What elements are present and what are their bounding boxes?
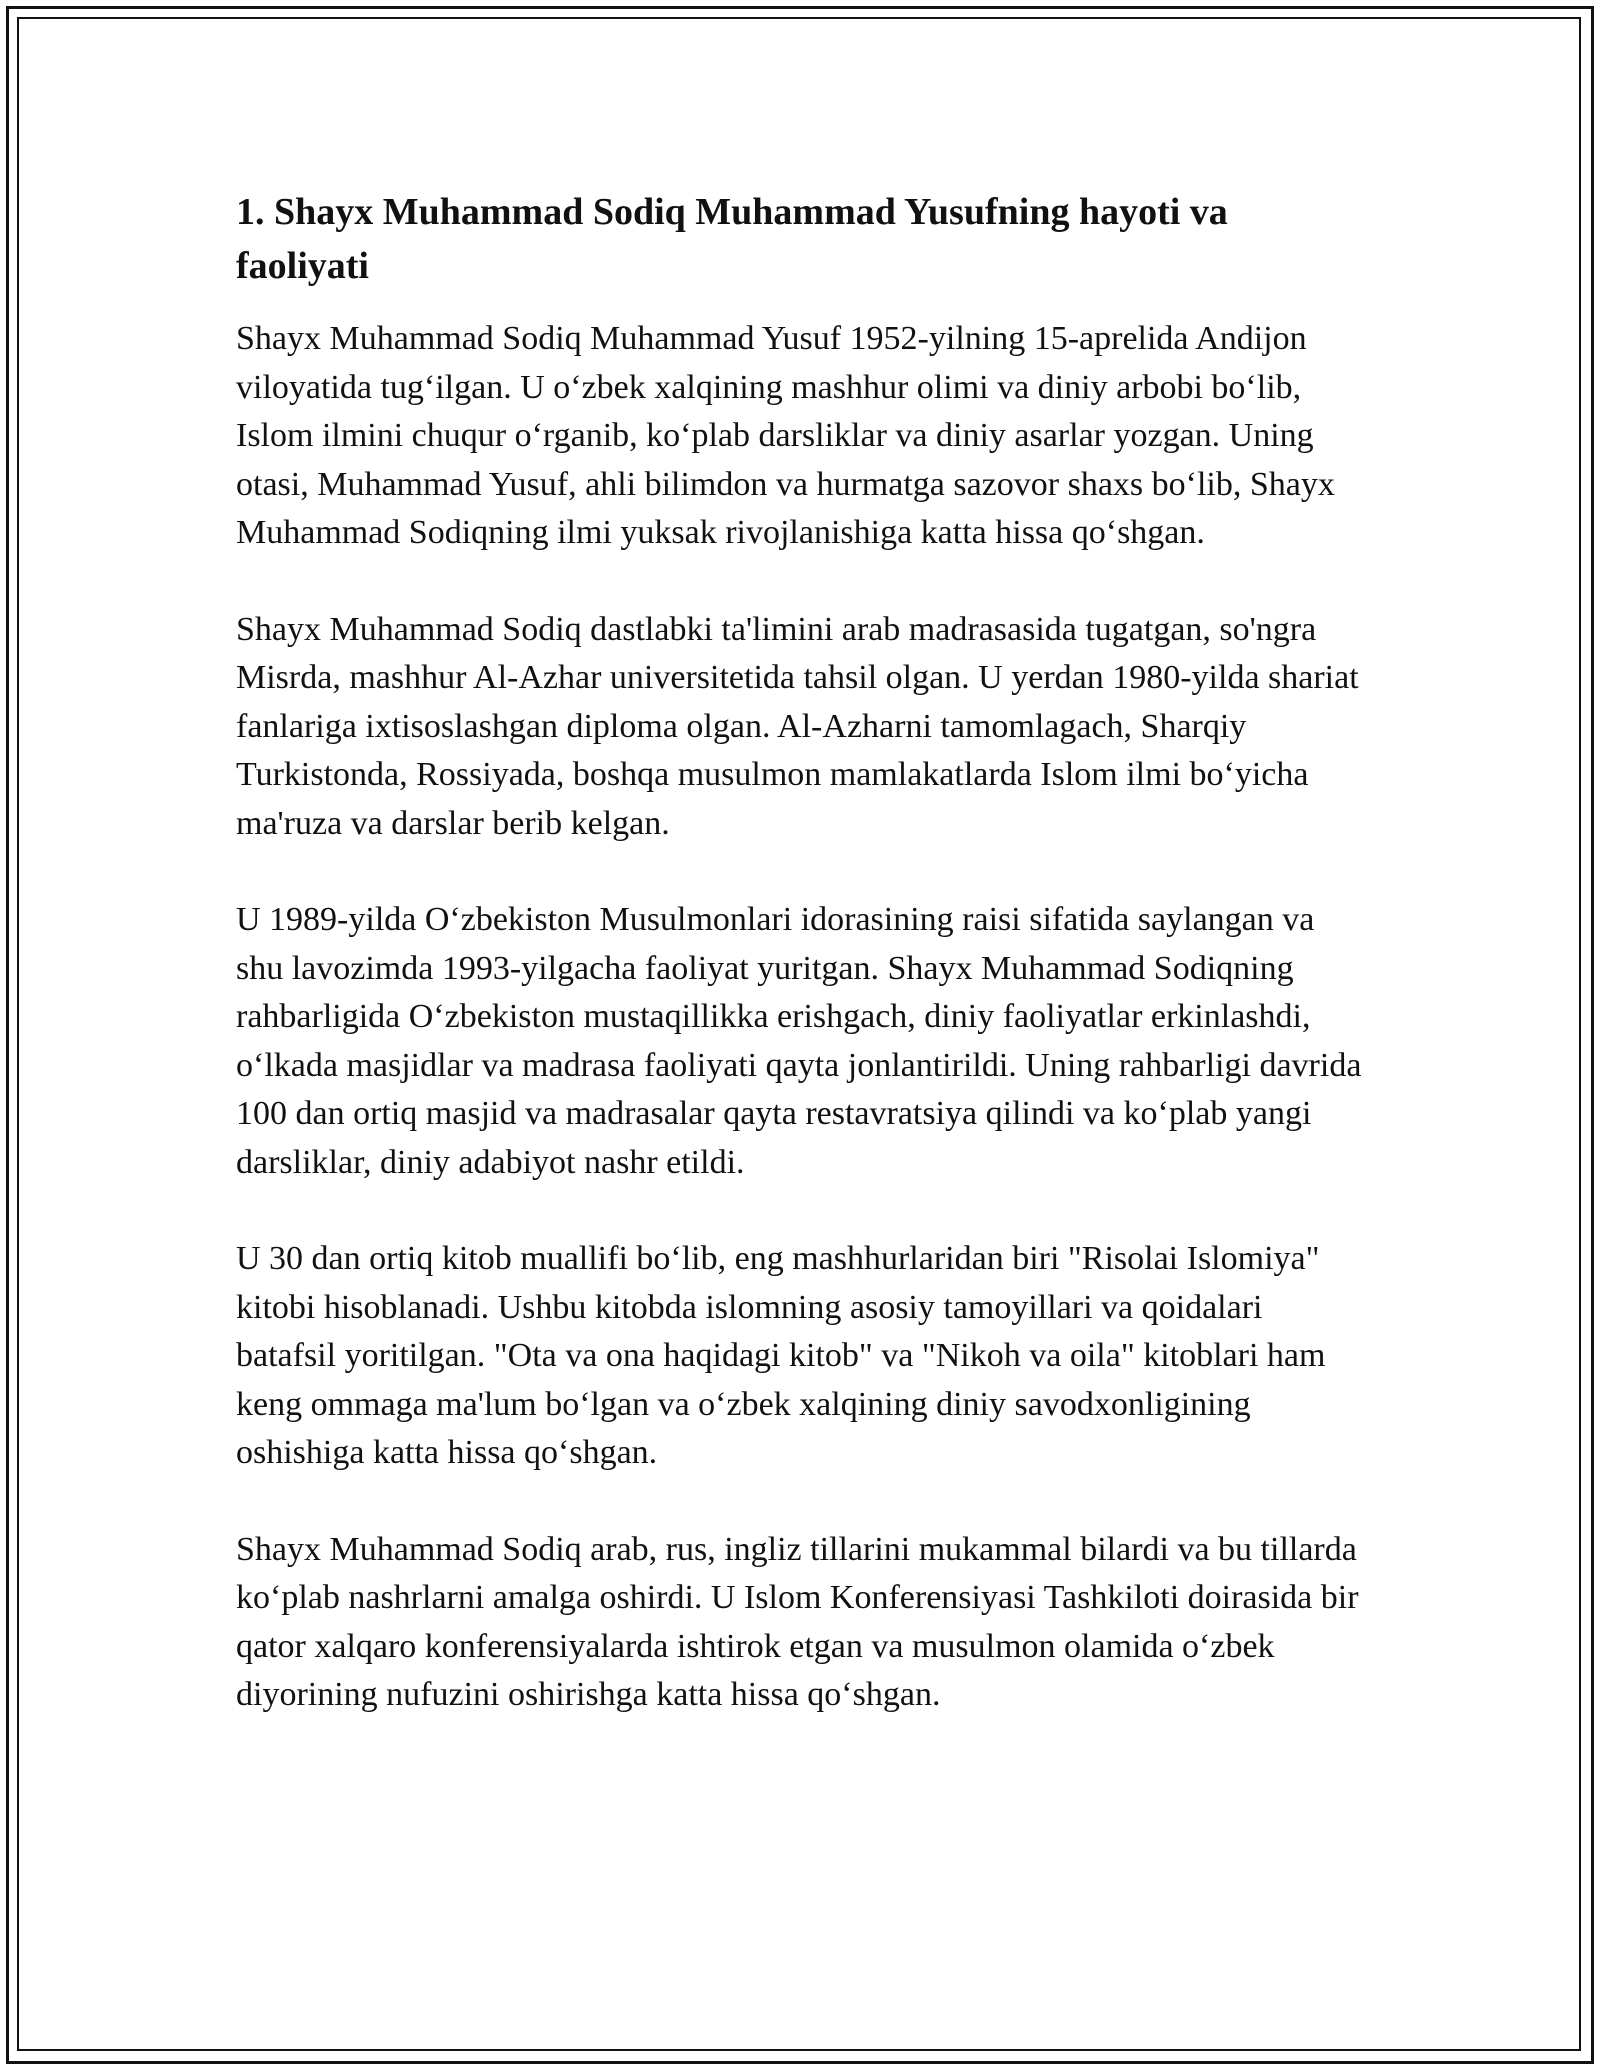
paragraph-education: Shayx Muhammad Sodiq dastlabki ta'limini arab madrasasida tugatgan, so'ngra Misrda, mashhur Al-Azhar universitetida tahsil olgan. U yerdan 1980-yilda shariat fanlariga ixtisoslashgan diploma olgan. Al-Azharni tamomlagach, Sharqiy Turkistonda, Rossiyada, boshqa musulmon mamlakatlarda Islom ilmi bo‘yicha ma'ruza va darslar berib kelgan. xyxy=(236,610,1359,842)
section-heading: 1. Shayx Muhammad Sodiq Muhammad Yusufning hayoti va faoliyati xyxy=(236,191,1228,287)
document-body xyxy=(236,185,1366,1768)
paragraph-books: U 30 dan ortiq kitob muallifi bo‘lib, eng mashhurlaridan biri "Risolai Islomiya" kitobi hisoblanadi. Ushbu kitobda islomning asosiy tamoyillari va qoidalari batafsil yoritilgan. "Ota va ona haqidagi kitob" va "Nikoh va oila" kitoblari ham keng ommaga ma'lum bo‘lgan va o‘zbek xalqining diniy savodxonligining oshishiga katta hissa qo‘shgan. xyxy=(236,1240,1326,1471)
paragraph-languages: Shayx Muhammad Sodiq arab, rus, ingliz tillarini mukammal bilardi va bu tillarda ko‘plab nashrlarni amalga oshirdi. U Islom Konferensiyasi Tashkiloti doirasida bir qator xalqaro konferensiyalarda ishtirok etgan va musulmon olamida o‘zbek diyorining nufuzini oshirishga katta hissa qo‘shgan. xyxy=(236,1530,1359,1713)
paragraph-biography: Shayx Muhammad Sodiq Muhammad Yusuf 1952-yilning 15-aprelida Andijon viloyatida tug‘ilgan. U o‘zbek xalqining mashhur olimi va diniy arbobi bo‘lib, Islom ilmini chuqur o‘rganib, ko‘plab darsliklar va diniy asarlar yozgan. Uning otasi, Muhammad Yusuf, ahli bilimdon va hurmatga sazovor shaxs bo‘lib, Shayx Muhammad Sodiqning ilmi yuksak rivojlanishiga katta hissa qo‘shgan. xyxy=(236,320,1335,551)
paragraph-leadership: U 1989-yilda O‘zbekiston Musulmonlari idorasining raisi sifatida saylangan va shu lavozimda 1993-yilgacha faoliyat yuritgan. Shayx Muhammad Sodiqning rahbarligida O‘zbekiston mustaqillikka erishgach, diniy faoliyatlar erkinlashdi, o‘lkada masjidlar va madrasa faoliyati qayta jonlantirildi. Uning rahbarligi davrida 100 dan ortiq masjid va madrasalar qayta restavratsiya qilindi va ko‘plab yangi darsliklar, diniy adabiyot nashr etildi. xyxy=(236,901,1362,1181)
